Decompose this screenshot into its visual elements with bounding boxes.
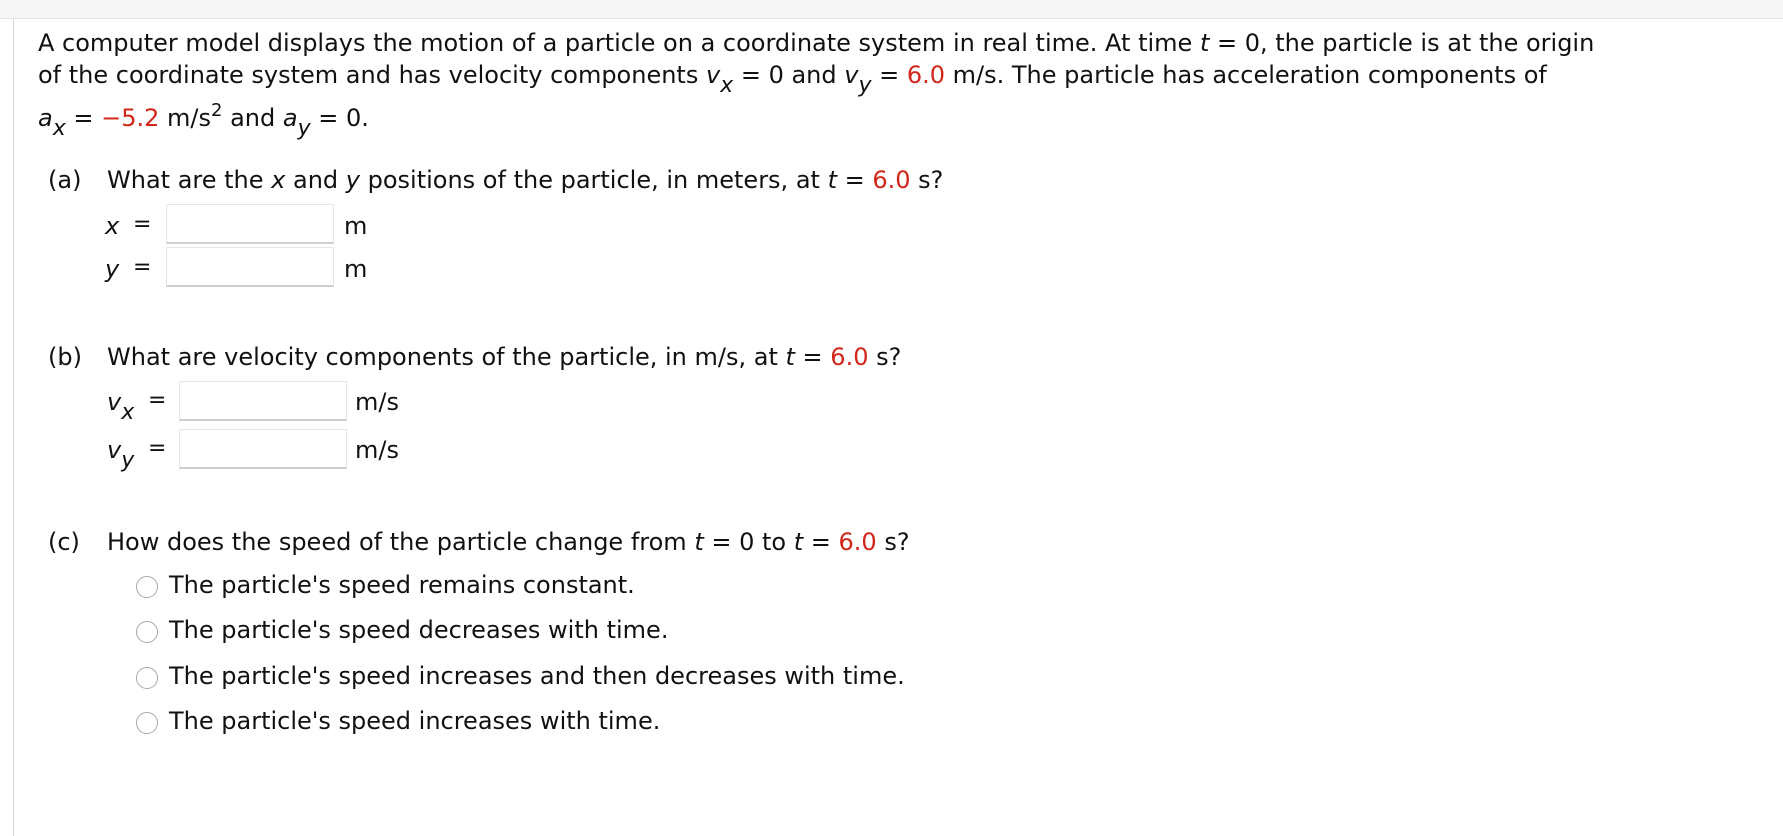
vx-equals: = [148,388,167,413]
x-position-input[interactable] [166,204,334,244]
vx-label: vx [107,388,135,425]
intro-line-3: ax = −5.2 $m/s^2$ and ay = 0. [38,100,369,141]
vy-label: vy [107,436,135,473]
part-a-label: (a) [48,166,82,194]
part-a-question: What are the x and y positions of the particle, in meters, at t = 6.0 s? [107,166,944,194]
x-label: x [105,212,120,240]
x-unit: m [344,212,368,240]
vy-input[interactable] [179,429,347,469]
part-b-question: What are velocity components of the particle, in m/s, at t = 6.0 s? [107,343,902,371]
y-label: y [105,255,120,283]
option-1-label[interactable]: The particle's speed remains constant. [169,571,635,599]
option-4-label[interactable]: The particle's speed increases with time. [169,707,661,735]
part-c-question: How does the speed of the particle change from t = 0 to t = 6.0 s? [107,528,910,556]
vy-equals: = [148,436,167,461]
option-4-radio[interactable] [136,712,158,734]
option-3-label[interactable]: The particle's speed increases and then decreases with time. [169,662,905,690]
option-1-radio[interactable] [136,576,158,598]
vy-value: 6.0 [906,61,946,89]
y-unit: m [344,255,368,283]
ax-value: −5.2 [101,104,160,132]
vx-unit: m/s [355,388,399,416]
vx-input[interactable] [179,381,347,421]
x-equals: = [133,212,152,237]
intro-line-2: of the coordinate system and has velocity components vx = 0 and vy = 6.0 m/s. The particle has acceleration components of [38,61,1547,98]
option-2-label[interactable]: The particle's speed decreases with time. [169,616,669,644]
part-c-label: (c) [48,528,80,556]
part-b-label: (b) [48,343,82,371]
vy-unit: m/s [355,436,399,464]
option-3-radio[interactable] [136,667,158,689]
intro-line-1: A computer model displays the motion of a particle on a coordinate system in real time. At time t = 0, the particle is at the origin [38,29,1595,57]
y-position-input[interactable] [166,247,334,287]
y-equals: = [133,255,152,280]
option-2-radio[interactable] [136,621,158,643]
